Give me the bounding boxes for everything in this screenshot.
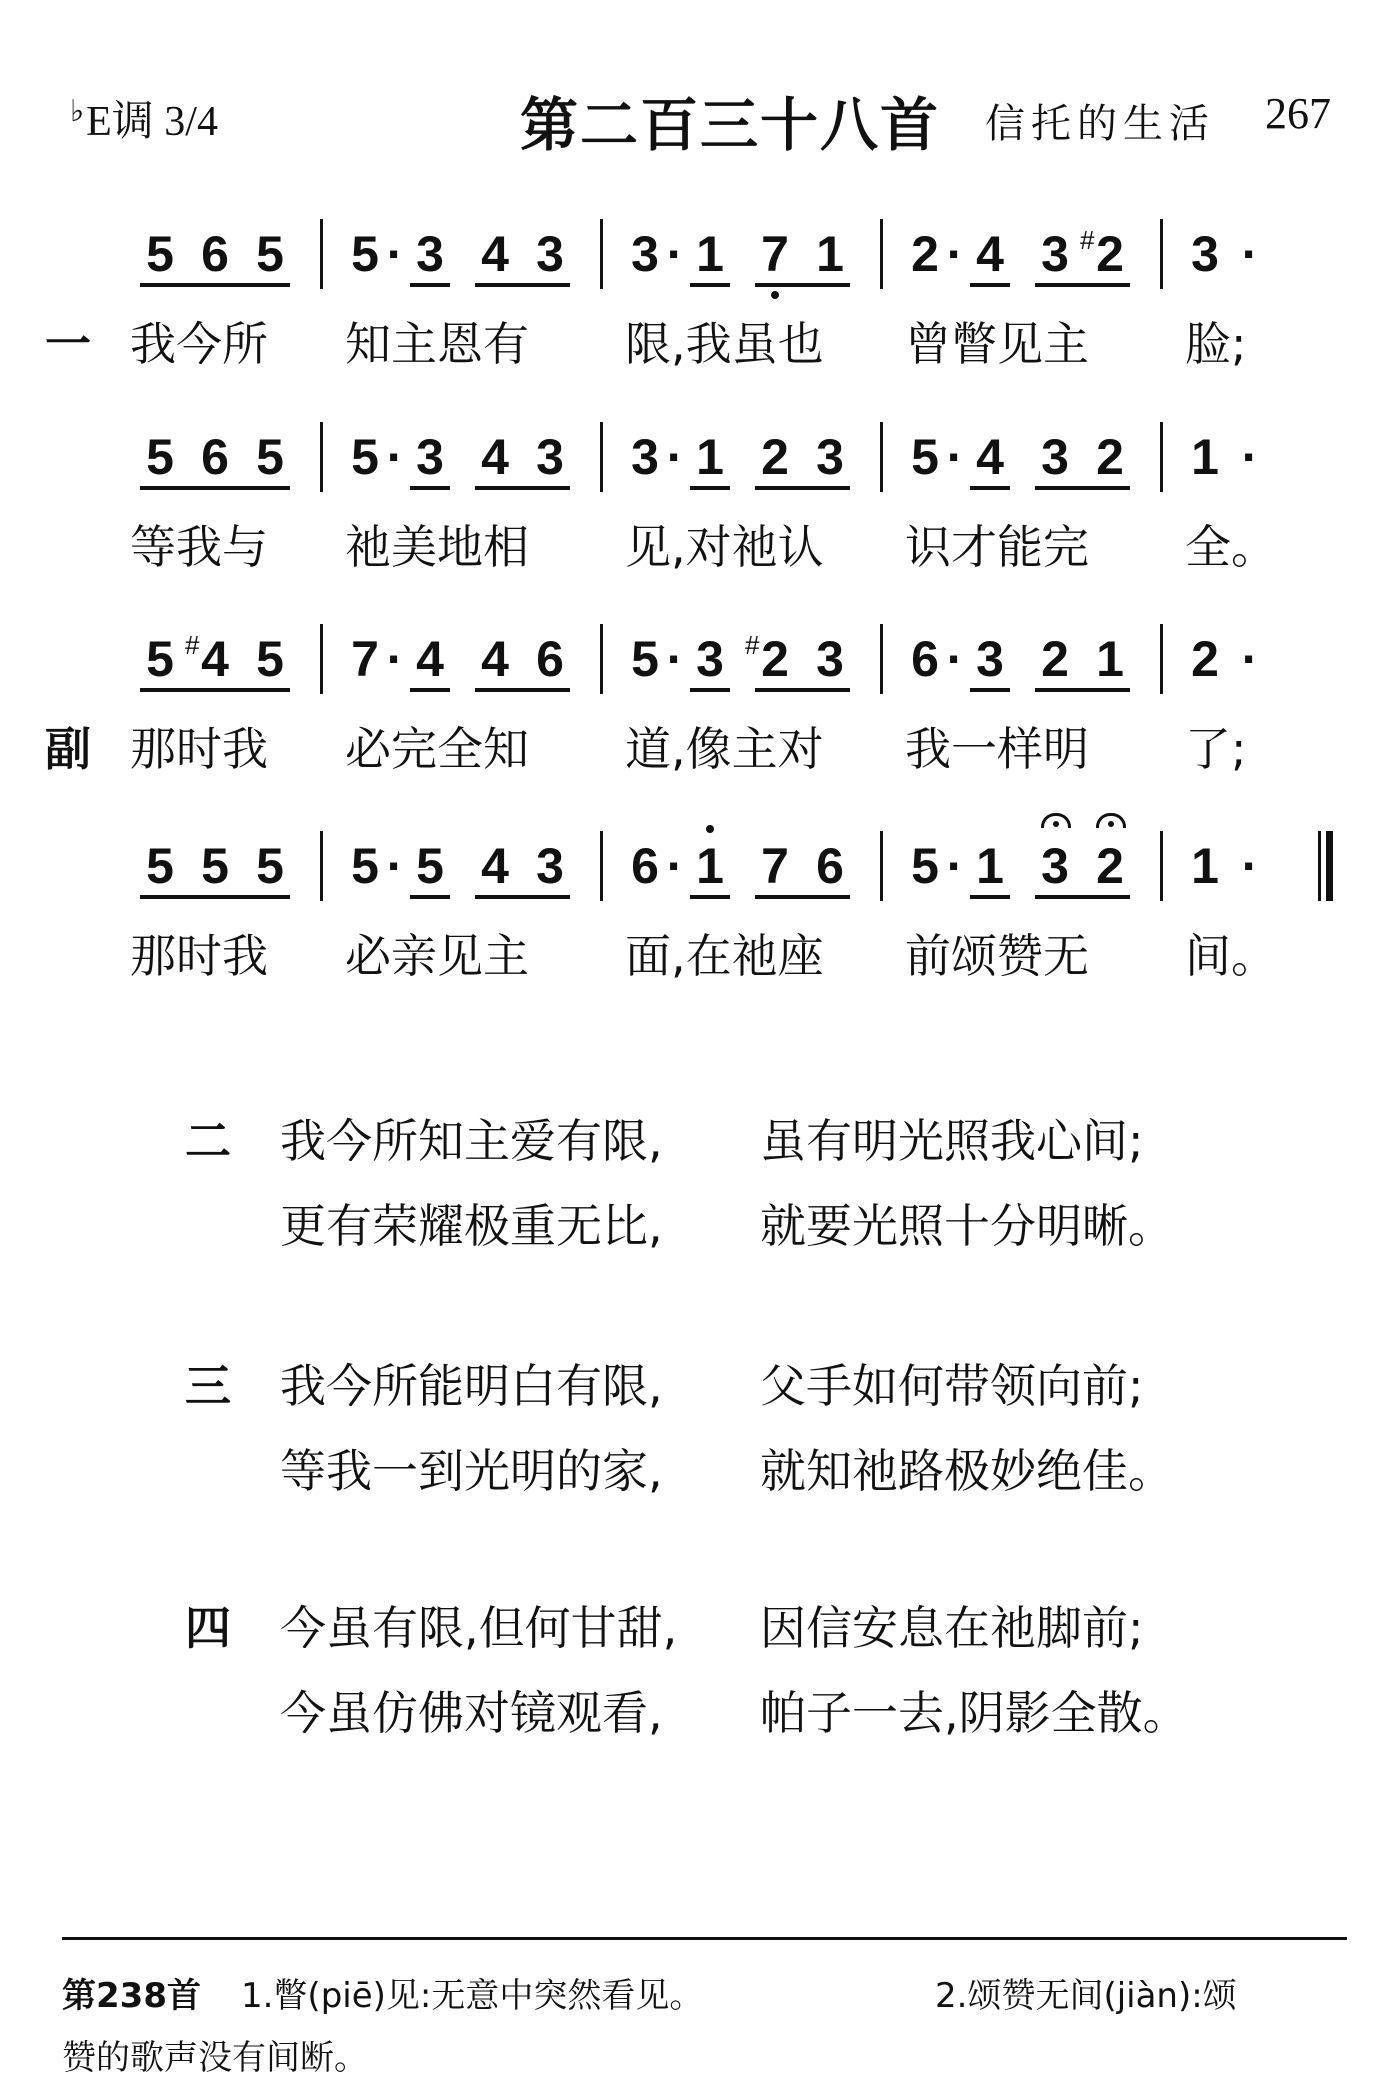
dot: · bbox=[946, 429, 964, 485]
note: 2 bbox=[1191, 631, 1219, 687]
barline bbox=[320, 219, 323, 289]
note: 4 bbox=[481, 631, 509, 687]
note: 7 bbox=[761, 838, 789, 894]
barline bbox=[600, 219, 603, 289]
dot: · bbox=[666, 226, 684, 282]
lyrics-line-3 bbox=[45, 713, 1340, 776]
score-system-3 bbox=[130, 630, 1340, 700]
dot: · bbox=[946, 631, 964, 687]
note: 3 bbox=[631, 429, 659, 485]
lyric-phrase: 我一样明 bbox=[905, 722, 1089, 776]
verse-line: 虽有明光照我心间; bbox=[760, 1114, 1144, 1168]
lyric-phrase: 全。 bbox=[1185, 520, 1277, 574]
key-signature: ♭E调 3/4 bbox=[70, 95, 218, 145]
dot: · bbox=[1241, 226, 1259, 282]
note: 4 bbox=[416, 631, 444, 687]
note: 3 bbox=[536, 429, 564, 485]
note: 5 bbox=[201, 838, 229, 894]
verse-line: 今虽仿佛对镜观看, bbox=[280, 1686, 663, 1740]
note: 4 # bbox=[185, 630, 229, 687]
note: 2 bbox=[1090, 837, 1130, 895]
lyric-phrase: 等我与 bbox=[130, 520, 268, 574]
note: 3 bbox=[816, 631, 844, 687]
barline bbox=[320, 422, 323, 492]
note: 5 bbox=[146, 838, 174, 894]
lyric-phrase: 面,在祂座 bbox=[625, 929, 824, 983]
note: 5 bbox=[256, 631, 284, 687]
note: 7 bbox=[351, 631, 379, 687]
note: 3 bbox=[976, 631, 1004, 687]
verse-number: 四 bbox=[185, 1601, 231, 1655]
footnote-label: 第238首 bbox=[62, 1976, 201, 2016]
note: 1 bbox=[1191, 429, 1219, 485]
barline bbox=[880, 422, 883, 492]
lyric-phrase: 曾瞥见主 bbox=[905, 317, 1089, 371]
verse-line: 就知祂路极妙绝佳。 bbox=[760, 1444, 1174, 1498]
verse-line: 等我一到光明的家, bbox=[280, 1444, 663, 1498]
footnote-divider bbox=[62, 1937, 1347, 1940]
note: 7 bbox=[755, 225, 795, 283]
note: 3 bbox=[1191, 226, 1219, 282]
note: 5 bbox=[416, 838, 444, 894]
note: 4 bbox=[481, 226, 509, 282]
footnote-line-2: 赞的歌声没有间断。 bbox=[62, 2038, 368, 2078]
lyric-phrase: 道,像主对 bbox=[625, 722, 824, 776]
note: 3 bbox=[631, 226, 659, 282]
note: 2 bbox=[1041, 631, 1069, 687]
barline bbox=[1160, 624, 1163, 694]
lyric-phrase: 知主恩有 bbox=[345, 317, 529, 371]
footnote-note-2: 2.颂赞无间(jiàn):颂 bbox=[935, 1976, 1237, 2016]
verse-line: 就要光照十分明晰。 bbox=[760, 1199, 1174, 1253]
note: 5 bbox=[256, 838, 284, 894]
note: 5 bbox=[256, 429, 284, 485]
barline bbox=[880, 831, 883, 901]
note: 3 bbox=[696, 631, 724, 687]
verse-line: 我今所能明白有限, bbox=[280, 1359, 663, 1413]
lyrics-line-2 bbox=[130, 511, 1340, 574]
lyric-phrase: 那时我 bbox=[130, 929, 268, 983]
note: 2 # bbox=[745, 630, 789, 687]
note: 1 bbox=[696, 226, 724, 282]
dot: · bbox=[1241, 429, 1259, 485]
verse-line: 我今所知主爱有限, bbox=[280, 1114, 663, 1168]
note: 1 bbox=[1096, 631, 1124, 687]
note: 3 bbox=[416, 226, 444, 282]
note: 3 bbox=[1035, 837, 1075, 895]
hymn-title: 第二百三十八首 bbox=[520, 91, 941, 159]
note: 5 bbox=[351, 226, 379, 282]
lyric-phrase: 前颂赞无 bbox=[905, 929, 1089, 983]
note: 5 bbox=[351, 429, 379, 485]
verse-line: 今虽有限,但何甘甜, bbox=[280, 1601, 678, 1655]
lyric-phrase: 那时我 bbox=[130, 722, 268, 776]
dot: · bbox=[1241, 631, 1259, 687]
score-system-1 bbox=[130, 225, 1340, 295]
dot: · bbox=[666, 429, 684, 485]
note: 5 bbox=[911, 838, 939, 894]
lyric-phrase: 必完全知 bbox=[345, 722, 529, 776]
score-system-4 bbox=[130, 837, 1340, 907]
lyric-phrase: 必亲见主 bbox=[345, 929, 529, 983]
note: 6 bbox=[201, 226, 229, 282]
barline bbox=[600, 624, 603, 694]
barline bbox=[880, 219, 883, 289]
note: 1 bbox=[976, 838, 1004, 894]
final-barline-thin bbox=[1318, 831, 1321, 901]
note: 2 bbox=[911, 226, 939, 282]
note: 3 bbox=[1041, 226, 1069, 282]
barline bbox=[1160, 422, 1163, 492]
note: 1 bbox=[1191, 838, 1219, 894]
verse-label: 一 bbox=[45, 317, 91, 371]
note: 3 bbox=[536, 226, 564, 282]
verse-label: 副 bbox=[45, 722, 91, 776]
note: 2 # bbox=[1080, 225, 1124, 282]
note: 4 bbox=[481, 838, 509, 894]
note: 2 bbox=[1096, 429, 1124, 485]
note: 6 bbox=[631, 838, 659, 894]
page-number: 267 bbox=[1265, 89, 1331, 138]
note: 6 bbox=[911, 631, 939, 687]
note: 3 bbox=[416, 429, 444, 485]
verse-line: 因信安息在祂脚前; bbox=[760, 1601, 1144, 1655]
lyric-phrase: 脸; bbox=[1185, 317, 1247, 371]
verse-line: 更有荣耀极重无比, bbox=[280, 1199, 663, 1253]
dot: · bbox=[386, 838, 404, 894]
note: 3 bbox=[1041, 429, 1069, 485]
note: 5 bbox=[146, 226, 174, 282]
dot: · bbox=[386, 631, 404, 687]
note: 5 bbox=[351, 838, 379, 894]
barline bbox=[600, 422, 603, 492]
barline bbox=[880, 624, 883, 694]
note: 5 bbox=[256, 226, 284, 282]
lyric-phrase: 祂美地相 bbox=[345, 520, 529, 574]
barline bbox=[1160, 831, 1163, 901]
lyric-phrase: 间。 bbox=[1185, 929, 1277, 983]
dot: · bbox=[666, 631, 684, 687]
dot: · bbox=[1241, 838, 1259, 894]
barline bbox=[600, 831, 603, 901]
note: 3 bbox=[536, 838, 564, 894]
lyric-phrase: 见,对祂认 bbox=[625, 520, 824, 574]
section-name: 信托的生活 bbox=[985, 101, 1215, 147]
note: 4 bbox=[976, 226, 1004, 282]
dot: · bbox=[946, 838, 964, 894]
dot: · bbox=[666, 838, 684, 894]
verse-number: 二 bbox=[185, 1114, 231, 1168]
barline bbox=[320, 624, 323, 694]
note: 2 bbox=[761, 429, 789, 485]
note: 6 bbox=[536, 631, 564, 687]
lyric-phrase: 识才能完 bbox=[905, 520, 1089, 574]
note: 5 bbox=[631, 631, 659, 687]
lyric-phrase: 了; bbox=[1185, 722, 1247, 776]
note: 6 bbox=[816, 838, 844, 894]
note: 1 bbox=[690, 837, 730, 895]
note: 5 bbox=[146, 429, 174, 485]
note: 5 bbox=[911, 429, 939, 485]
score-system-2 bbox=[130, 428, 1340, 498]
verse-line: 父手如何带领向前; bbox=[760, 1359, 1144, 1413]
note: 5 bbox=[146, 631, 174, 687]
footnote-line-1: 第238首 1.瞥(piē)见:无意中突然看见。 bbox=[62, 1976, 704, 2016]
lyrics-line-4 bbox=[130, 920, 1340, 983]
lyrics-line-1 bbox=[45, 308, 1340, 371]
note: 4 bbox=[481, 429, 509, 485]
lyric-phrase: 我今所 bbox=[130, 317, 268, 371]
verse-number: 三 bbox=[185, 1359, 231, 1413]
dot: · bbox=[386, 226, 404, 282]
final-barline-thick bbox=[1326, 831, 1333, 901]
dot: · bbox=[386, 429, 404, 485]
note: 3 bbox=[816, 429, 844, 485]
lyric-phrase: 限,我虽也 bbox=[625, 317, 824, 371]
note: 6 bbox=[201, 429, 229, 485]
note: 4 bbox=[976, 429, 1004, 485]
verse-line: 帕子一去,阴影全散。 bbox=[760, 1686, 1189, 1740]
dot: · bbox=[946, 226, 964, 282]
note: 1 bbox=[696, 429, 724, 485]
barline bbox=[320, 831, 323, 901]
barline bbox=[1160, 219, 1163, 289]
note: 1 bbox=[816, 226, 844, 282]
